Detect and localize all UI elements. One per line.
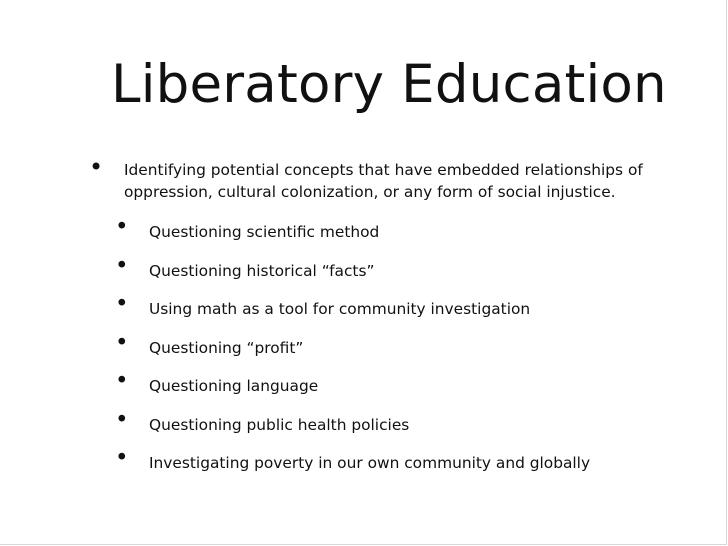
sub-bullet-icon: • (115, 252, 129, 279)
sub-bullet-icon: • (115, 214, 129, 240)
main-bullet-icon: • (89, 153, 104, 181)
sub-bullet-icon: • (115, 445, 129, 471)
main-bullet-line-1: Identifying potential concepts that have embedded relationships of (124, 161, 643, 179)
sub-bullet-text: Investigating poverty in our own community and globally (149, 454, 591, 472)
sub-bullet-icon: • (115, 368, 129, 394)
sub-bullet-text: Questioning language (149, 377, 319, 395)
sub-bullet-icon: • (115, 329, 129, 356)
sub-bullet-text: Questioning historical “facts” (149, 261, 375, 280)
sub-bullet-text: Questioning scientific method (149, 223, 380, 241)
main-bullet-text (124, 159, 664, 203)
sub-bullet-text: Questioning public health policies (149, 415, 410, 434)
slide-title: Liberatory Education (111, 54, 667, 115)
sub-bullet-text: Questioning “profit” (149, 338, 304, 357)
sub-bullet-icon: • (115, 406, 129, 433)
main-bullet-line-2: oppression, cultural colonization, or any form of social injustice. (124, 183, 616, 201)
sub-bullet-icon: • (115, 291, 129, 317)
sub-bullet-text: Using math as a tool for community investigation (149, 300, 531, 318)
